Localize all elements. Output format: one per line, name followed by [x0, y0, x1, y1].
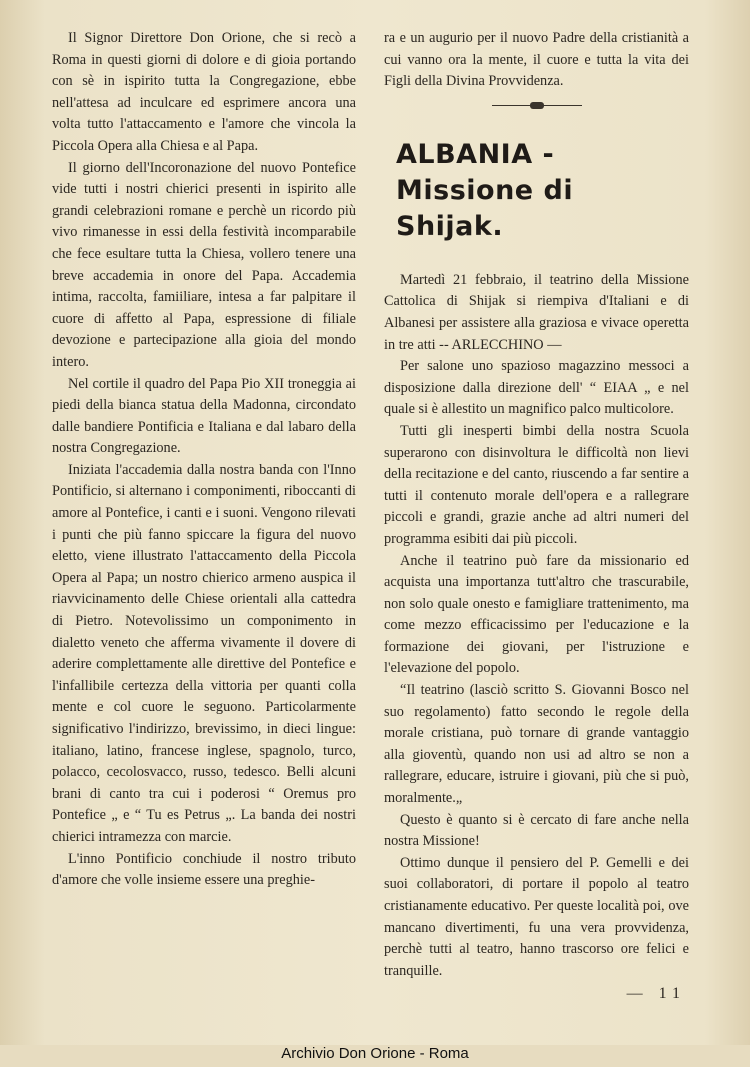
- article-headline: ALBANIA - Missione di Shijak.: [396, 138, 574, 242]
- paragraph: Il giorno dell'Incoronazione del nuovo Pontefice vide tutti i nostri chierici presenti in ispirito alle grandi celebrazioni romane e perchè un ricordo più vivo rimanesse in essi della festività incomparabile che fece esultare tutta la Chiesa, vollero tenere una breve accademia in onore del Papa. Accademia intima, raccolta, famiiliare, intesa a far palpitare il cuore di affetto al Papa, espressione di filiale devozione e partecipazione alla gioia del mondo intero.: [52, 159, 356, 370]
- paragraph: Ottimo dunque il pensiero del P. Gemelli e dei suoi collaboratori, di portare il popolo al teatro cristianamente educativo. Per queste località poi, ove mancano divertimenti, fu una vera provvidenza, perchè tutti al teatro, hanno trascorso ore felici e tranquille.: [384, 854, 689, 979]
- paragraph: Il Signor Direttore Don Orione, che si recò a Roma in questi giorni di dolore e di gioia portando con sè in ispirito tutta la Congregazione, ebbe nell'attesa ad inculcare ed esprimere ancora una volta tutto l'attaccamento e l'amore che vincola la Piccola Opera alla Chiesa e al Papa.: [52, 30, 356, 154]
- page-number: — 11: [626, 985, 686, 1002]
- ornament-divider: [492, 101, 582, 111]
- paragraph: Tutti gli inesperti bimbi della nostra Scuola superarono con disinvoltura le difficoltà non lievi della recitazione e del canto, riuscendo a far sentire a tutti il contenuto morale dell'opera e a rallegrare piccoli e grandi, grazie anche ad altri numeri del programma esibiti dai più piccoli.: [384, 422, 689, 547]
- paragraph: Questo è quanto si è cercato di fare anche nella nostra Missione!: [384, 811, 689, 850]
- paragraph: Anche il teatrino può fare da missionario ed acquista una importanza tutt'altro che trascurabile, non solo quale onesto e famigliare trattenimento, ma come mezzo efficacissimo per l'educazione e la formazione dei giovani, per l'istruzione e l'elevazione del popolo.: [384, 552, 689, 677]
- paragraph-continuation: ra e un augurio per il nuovo Padre della cristianità a cui vanno ora la mente, il cuore e tutta la vita dei Figli della Divina Provvidenza.: [384, 30, 689, 90]
- paragraph: Martedì 21 febbraio, il teatrino della Missione Cattolica di Shijak si riempiva d'Italiani e di Albanesi per assistere alla graziosa e vivace operetta in tre atti -- ARLECCHINO —: [384, 271, 689, 353]
- archive-footer: Archivio Don Orione - Roma: [281, 1045, 469, 1062]
- paragraph: Per salone uno spazioso magazzino messoci a disposizione dalla direzione dell' “ EIAA „ e nel quale si è allestito un magnifico palco multicolore.: [384, 358, 689, 418]
- paragraph: Iniziata l'accademia dalla nostra banda con l'Inno Pontificio, si alternano i componimenti, riboccanti di amore al Pontefice, i canti e i suoni. Vengono rilevati i punti che più fanno spiccare la figura del nuovo eletto, viene illustrato l'attaccamento della Piccola Opera al Papa; un nostro chierico armeno auspica il riavvicinamento delle Chiese orientali alla cattedra di Pietro. Notevolissimo un componimento in dialetto veneto che afferma vivamente il dovere di aderire complettamente alle direttive del Pontefice e l'infallibile certezza della vittoria per quanti colla mente e col cuore le seguono. Particolarmente significativo l'indirizzo, brevissimo, in dieci lingue: italiano, latino, francese inglese, spagnolo, turco, polacco, cecolosvacco, russo, tedesco. Belli alcuni brani di canto tra cui i poderosi “ Oremus pro Pontefice „ e “ Tu es Petrus „. La banda dei nostri chierici intramezza con marcie.: [52, 461, 356, 845]
- left-column: [52, 28, 356, 892]
- paragraph: L'inno Pontificio conchiude il nostro tributo d'amore che volle insieme essere una preghie-: [52, 850, 356, 889]
- paragraph: “Il teatrino (lasciò scritto S. Giovanni Bosco nel suo regolamento) fatto secondo le regole della morale cristiana, può tornare di grande vantaggio alla gioventù, quando non usi ad altro se non a rallegrare, educare, istruire i giovani, più che si può, moralmente.„: [384, 682, 689, 807]
- right-column: [384, 28, 689, 982]
- paragraph: Nel cortile il quadro del Papa Pio XII troneggia ai piedi della bianca statua della Madonna, circondato dalle bandiere Pontificia e Italiana e dal labaro della nostra Congregazione.: [52, 375, 356, 457]
